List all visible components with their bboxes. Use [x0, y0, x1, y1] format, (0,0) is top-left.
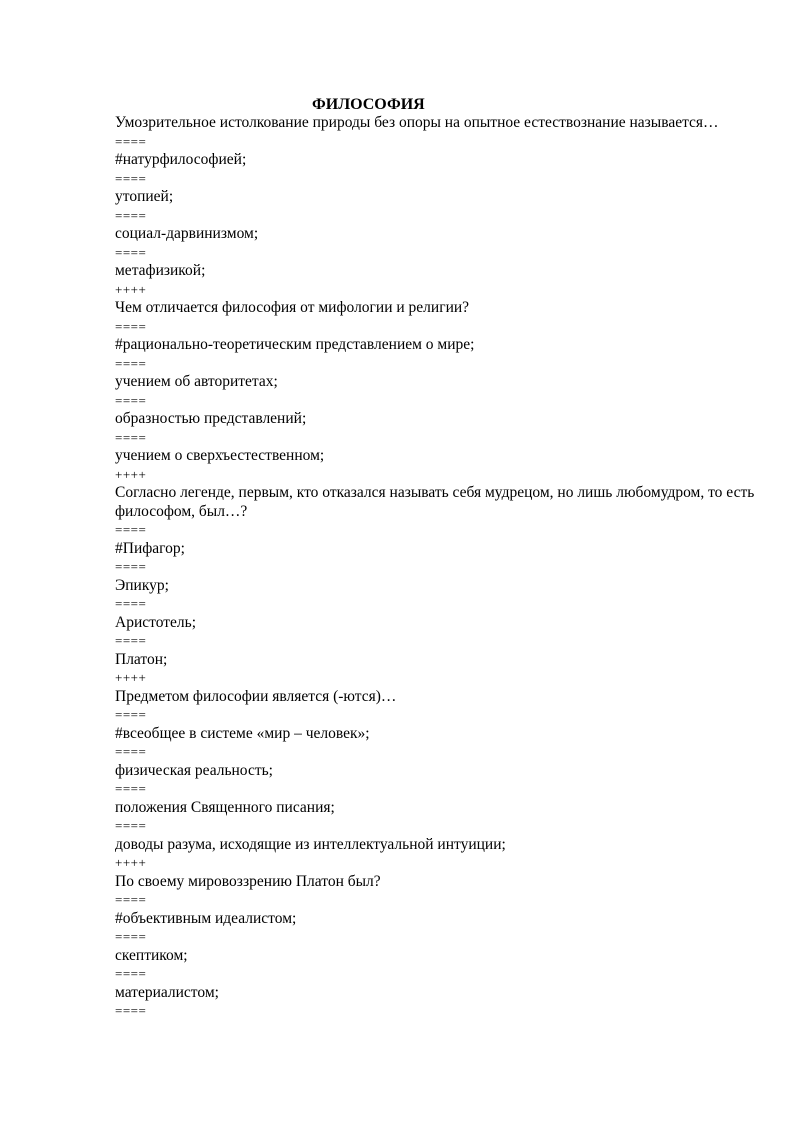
separator-line: ==== [115, 133, 147, 149]
text-line: утопией; [115, 188, 174, 205]
text-line: Эпикур; [115, 576, 169, 594]
text-line: материалистом; [115, 983, 219, 1001]
separator-line: ==== [115, 170, 147, 186]
document-title: ФИЛОСОФИЯ [312, 96, 425, 113]
text-line: #всеобщее в системе «мир – человек»; [115, 724, 370, 742]
separator-line: ==== [115, 892, 147, 907]
separator-line: ==== [115, 596, 147, 611]
text-line: По своему мировоззрению Платон был? [115, 872, 381, 890]
separator-line: ==== [115, 318, 147, 334]
separator-line: ==== [115, 559, 147, 574]
document-body [115, 114, 755, 1021]
separator-line: ++++ [115, 466, 147, 482]
text-line: положения Священного писания; [115, 798, 335, 816]
text-line: социал-дарвинизмом; [115, 225, 259, 242]
text-line: учением о сверхъестественном; [115, 447, 325, 464]
text-line: Аристотель; [115, 613, 196, 631]
separator-line: ==== [115, 633, 147, 648]
text-line: образностью представлений; [115, 410, 307, 427]
text-line: #Пифагор; [115, 539, 185, 557]
document-page [115, 96, 755, 1021]
separator-line: ==== [115, 429, 147, 445]
text-line: Предметом философии является (-ются)… [115, 687, 397, 705]
separator-line: ++++ [115, 281, 147, 297]
text-line: #натурфилософией; [115, 151, 247, 168]
separator-line: ==== [115, 207, 147, 223]
text-line: Платон; [115, 650, 168, 668]
separator-line: ==== [115, 818, 147, 833]
text-line: #рационально-теоретическим представлением о мире; [115, 336, 475, 353]
separator-line: ==== [115, 355, 147, 371]
separator-line: ==== [115, 781, 147, 796]
separator-line: ==== [115, 744, 147, 759]
separator-line: ==== [115, 244, 147, 260]
text-line: Чем отличается философия от мифологии и религии? [115, 299, 470, 316]
separator-line: ==== [115, 929, 147, 944]
text-line: физическая реальность; [115, 761, 273, 779]
separator-line: ==== [115, 392, 147, 408]
text-line: доводы разума, исходящие из интеллектуальной интуиции; [115, 835, 506, 853]
separator-line: ==== [115, 522, 147, 537]
separator-line: ++++ [115, 855, 147, 870]
separator-line: ==== [115, 1003, 147, 1018]
text-line: #объективным идеалистом; [115, 909, 297, 927]
separator-line: ==== [115, 966, 147, 981]
text-line: Согласно легенде, первым, кто отказался называть себя мудрецом, но лишь любомудром, то есть философом, был…? [115, 484, 755, 520]
text-line: Умозрительное истолкование природы без опоры на опытное естествознание называется… [115, 114, 719, 131]
text-line: скептиком; [115, 946, 188, 964]
separator-line: ++++ [115, 670, 147, 685]
separator-line: ==== [115, 707, 147, 722]
text-line: учением об авторитетах; [115, 373, 278, 390]
text-line: метафизикой; [115, 262, 206, 279]
